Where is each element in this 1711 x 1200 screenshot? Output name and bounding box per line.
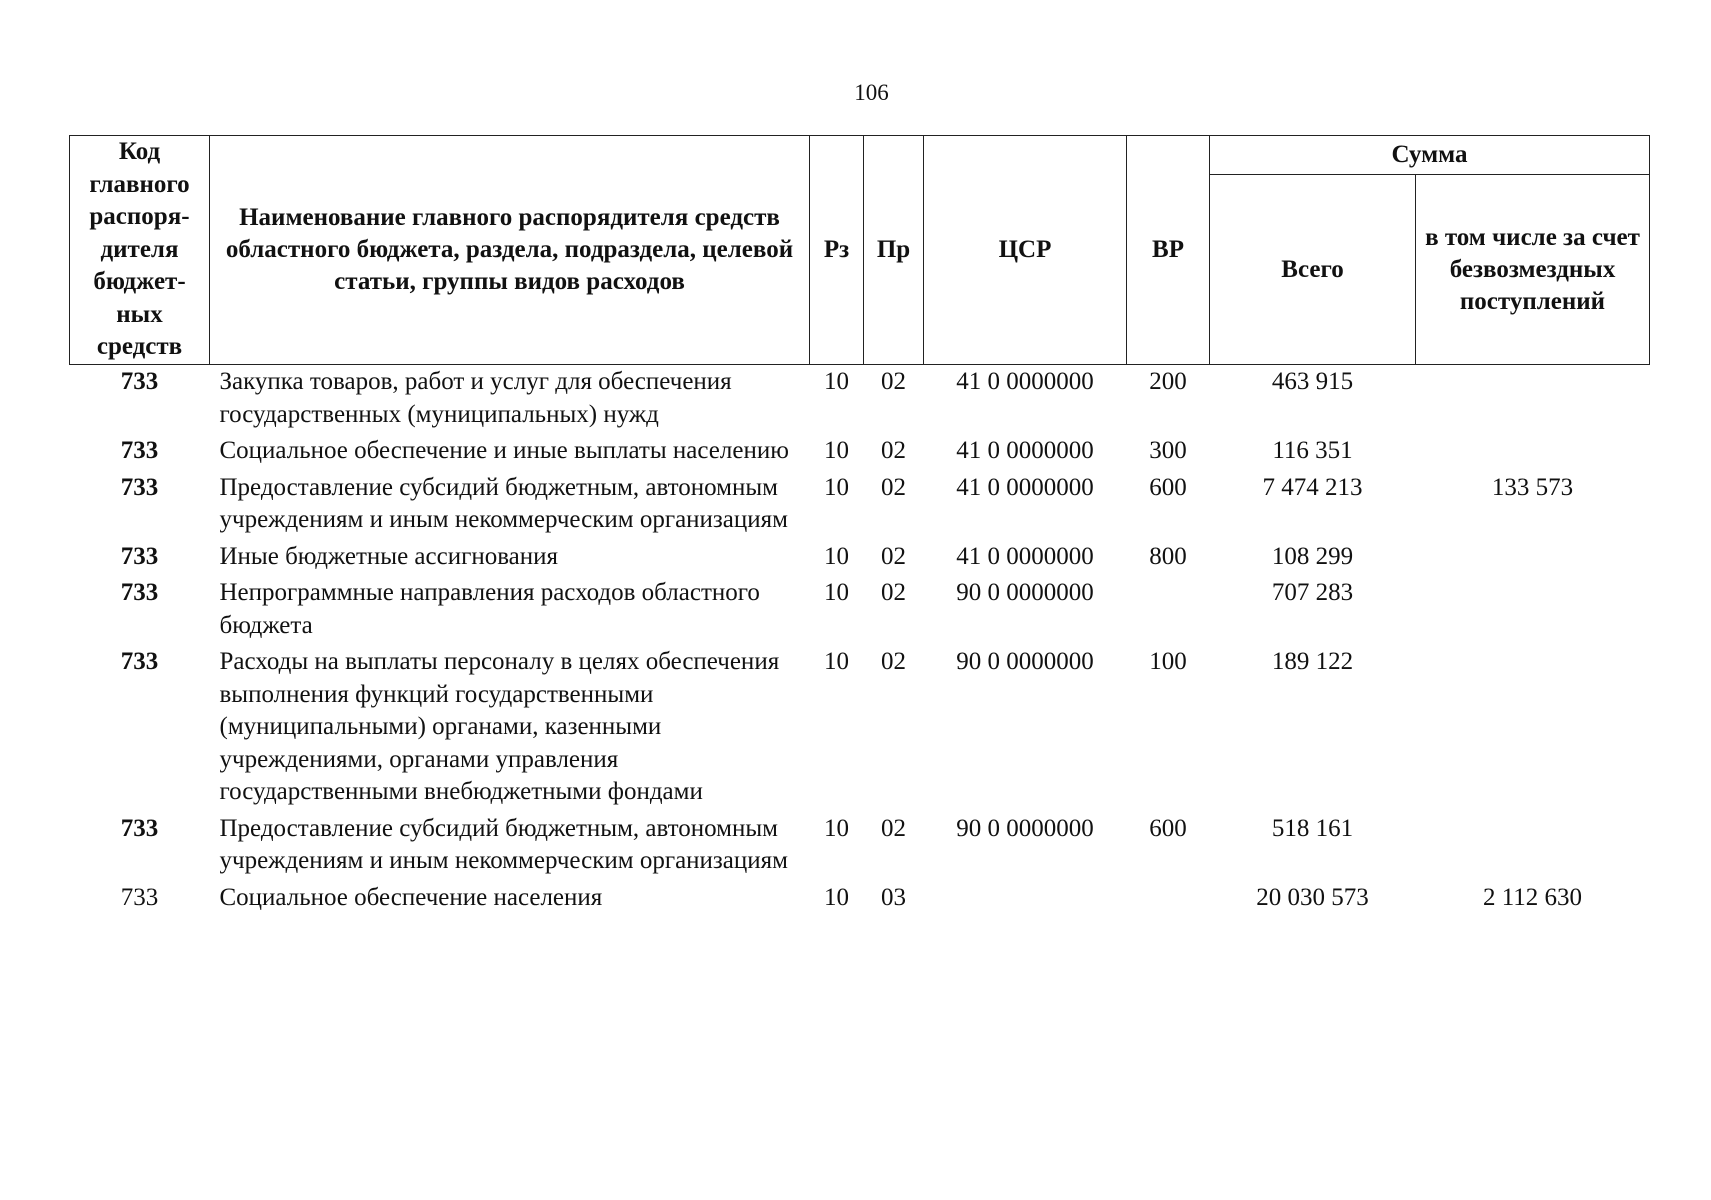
cell-rz: 10: [824, 579, 849, 606]
header-rz: Рз: [810, 136, 864, 365]
table-row: [70, 365, 1650, 436]
cell-pr: 02: [881, 368, 906, 395]
cell-vr: 100: [1149, 648, 1187, 675]
cell-name: Предоставление субсидий бюджетным, автономным учреждениям и иным некоммерческим организациям: [219, 814, 788, 874]
cell-csr: 90 0 0000000: [956, 814, 1094, 842]
cell-name: Непрограммные направления расходов областного бюджета: [219, 579, 760, 639]
cell-rz: 10: [824, 542, 849, 570]
cell-free: [1416, 646, 1650, 813]
cell-free: 133 573: [1491, 473, 1574, 501]
cell-total: 116 351: [1272, 437, 1353, 464]
cell-name: Закупка товаров, работ и услуг для обеспечения государственных (муниципальных) нужд: [219, 368, 732, 428]
cell-rz: 10: [824, 883, 849, 911]
cell-code: 733: [120, 437, 159, 464]
header-pr: Пр: [864, 136, 924, 365]
cell-total: 463 915: [1271, 368, 1354, 395]
cell-total: 707 283: [1271, 579, 1354, 606]
cell-total: 108 299: [1271, 542, 1354, 570]
cell-vr: 600: [1149, 814, 1187, 842]
cell-vr: 200: [1149, 368, 1187, 395]
cell-code: 733: [120, 473, 159, 501]
cell-pr: 02: [881, 648, 906, 675]
cell-csr: 90 0 0000000: [956, 648, 1094, 675]
cell-csr: 41 0 0000000: [956, 368, 1094, 395]
cell-free: [1416, 435, 1650, 472]
header-vr: ВР: [1127, 136, 1210, 365]
cell-vr: 800: [1149, 542, 1187, 570]
cell-csr: 90 0 0000000: [956, 579, 1094, 606]
cell-rz: 10: [824, 473, 849, 501]
cell-total: 20 030 573: [1256, 883, 1369, 911]
cell-rz: 10: [824, 814, 849, 842]
cell-pr: 03: [881, 883, 906, 911]
cell-csr: [924, 882, 1127, 919]
cell-code: 733: [120, 648, 159, 675]
table-row: [70, 541, 1650, 578]
cell-name: Социальное обеспечение и иные выплаты населению: [219, 437, 789, 464]
cell-code: 733: [120, 883, 159, 911]
cell-free: [1416, 813, 1650, 882]
cell-pr: 02: [881, 437, 906, 464]
header-free: в том числе за счет безвозмездных поступлений: [1416, 175, 1650, 365]
budget-table: [69, 135, 1650, 918]
cell-total: 189 122: [1271, 648, 1354, 675]
page-number: 106: [854, 80, 889, 105]
cell-pr: 02: [881, 473, 906, 501]
cell-code: 733: [120, 814, 159, 842]
cell-free: [1416, 541, 1650, 578]
cell-rz: 10: [824, 437, 849, 464]
cell-pr: 02: [881, 814, 906, 842]
cell-csr: 41 0 0000000: [956, 542, 1094, 570]
cell-total: 7 474 213: [1262, 473, 1363, 501]
cell-free: [1416, 577, 1650, 646]
cell-free: 2 112 630: [1482, 883, 1583, 911]
cell-code: 733: [120, 579, 159, 606]
table-row: [70, 646, 1650, 813]
cell-code: 733: [120, 368, 159, 395]
cell-name: Расходы на выплаты персоналу в целях обеспечения выполнения функций государственными (муниципальными) органами, казенными учреждениями, органами управления государственными внебюджетными фондами: [219, 648, 780, 805]
cell-code: 733: [120, 542, 159, 570]
header-total: Всего: [1210, 175, 1416, 365]
cell-total: 518 161: [1271, 814, 1354, 842]
table-row: [70, 472, 1650, 541]
cell-vr: [1127, 882, 1210, 919]
cell-vr: [1127, 577, 1210, 646]
cell-name: Предоставление субсидий бюджетным, автономным учреждениям и иным некоммерческим организациям: [219, 473, 788, 533]
cell-name: Иные бюджетные ассигнования: [219, 542, 559, 570]
table-row: [70, 813, 1650, 882]
cell-name: Социальное обеспечение населения: [219, 883, 603, 911]
cell-pr: 02: [881, 542, 906, 570]
cell-rz: 10: [824, 368, 849, 395]
table-header: [70, 136, 1650, 365]
header-csr: ЦСР: [924, 136, 1127, 365]
header-name: Наименование главного распорядителя средств областного бюджета, раздела, подраздела, целевой статьи, группы видов расходов: [210, 136, 810, 365]
table-body: [70, 365, 1650, 919]
cell-csr: 41 0 0000000: [956, 437, 1094, 464]
cell-vr: 600: [1149, 473, 1187, 501]
cell-vr: 300: [1149, 437, 1187, 464]
table-row: [70, 577, 1650, 646]
cell-pr: 02: [881, 579, 906, 606]
header-sum: Сумма: [1210, 136, 1650, 175]
cell-csr: 41 0 0000000: [956, 473, 1094, 501]
header-code: Код главного распоря-дителя бюджет-ных средств: [70, 136, 210, 365]
cell-rz: 10: [824, 648, 849, 675]
cell-free: [1416, 365, 1650, 436]
table-row: [70, 882, 1650, 919]
table-row: [70, 435, 1650, 472]
